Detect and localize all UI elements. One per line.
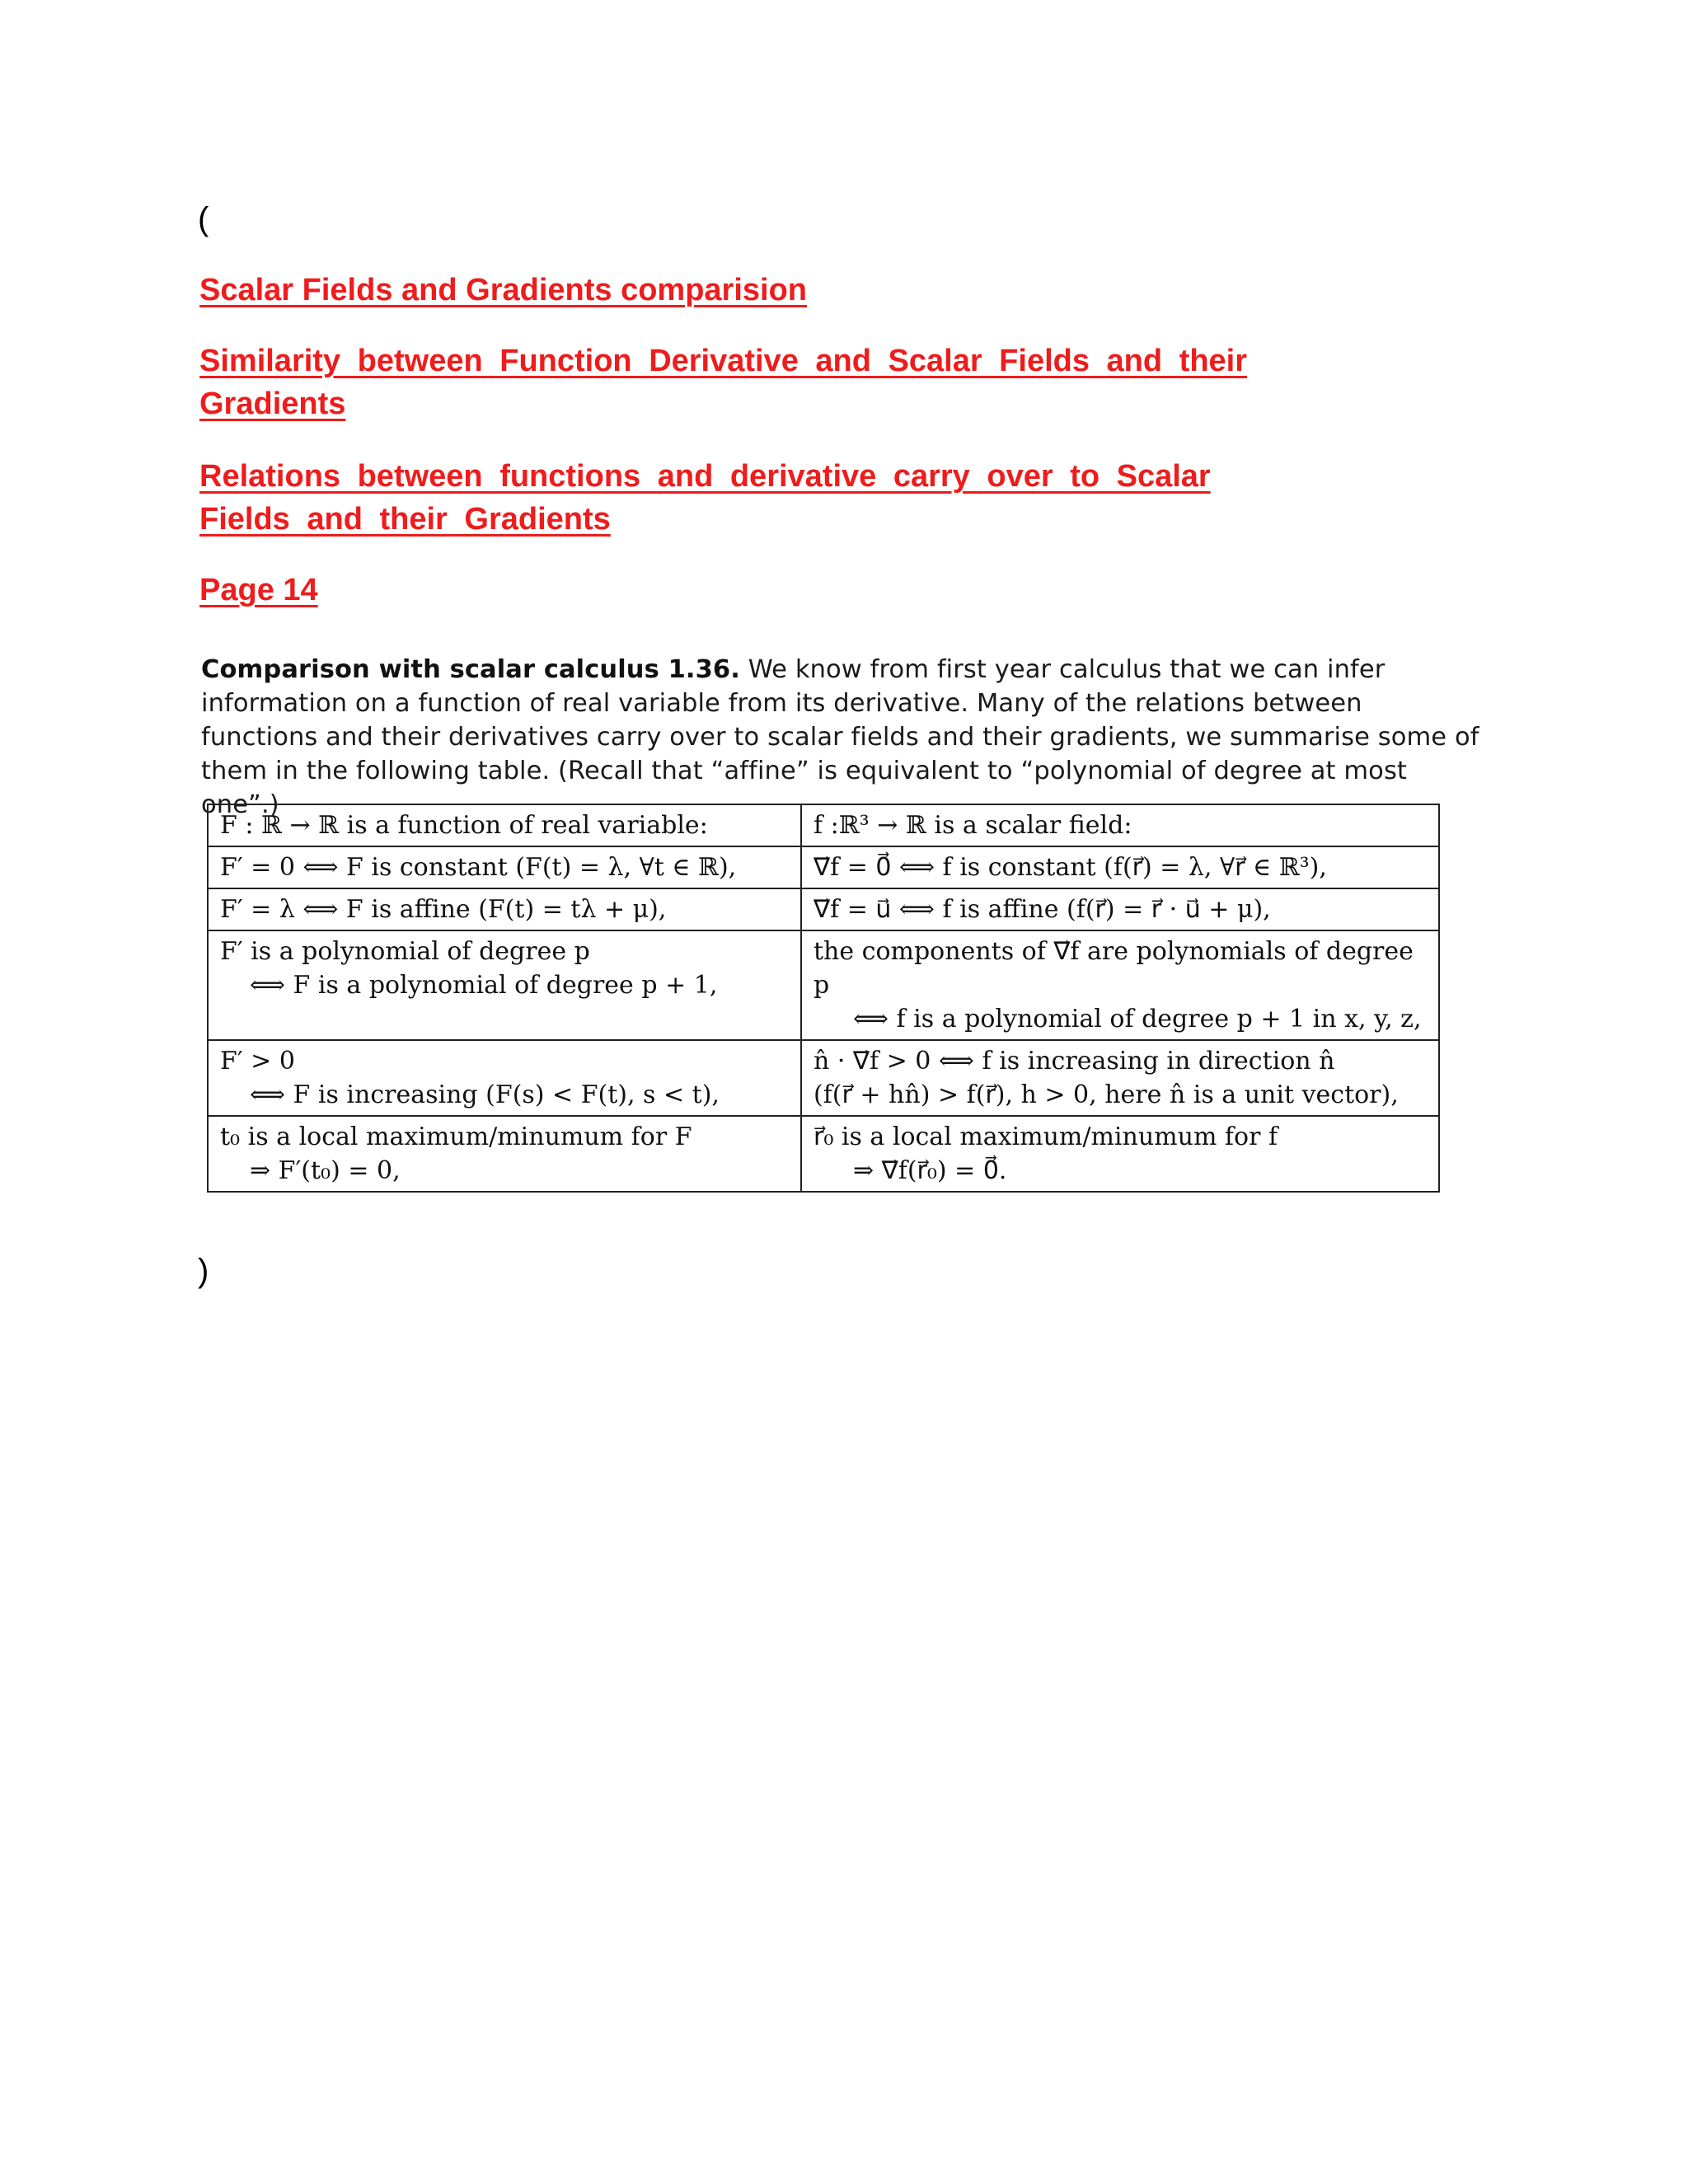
cell-scalar-field	[801, 1040, 1439, 1116]
cell-function	[208, 888, 801, 930]
cell-line: n̂ · ∇⃗f > 0 ⟺ f is increasing in direction n̂	[814, 1047, 1335, 1076]
table-row	[208, 1116, 1439, 1192]
table-row	[208, 846, 1439, 888]
cell-line: (f(r⃗ + hn̂) > f(r⃗), h > 0, here n̂ is a unit vector),	[814, 1080, 1399, 1109]
cell-line: the components of ∇⃗f are polynomials of degree p	[814, 937, 1414, 1000]
cell-line: ⟺ f is a polynomial of degree p + 1 in x, y, z,	[853, 1005, 1422, 1033]
cell-line: t₀ is a local maximum/minumum for F	[220, 1122, 692, 1151]
table-row	[208, 888, 1439, 930]
textbook-excerpt	[201, 653, 1480, 822]
heading-page-number: Page 14	[199, 573, 318, 607]
cell-line: F′ = λ ⟺ F is affine (F(t) = tλ + μ),	[220, 895, 667, 924]
cell-line: ⇒ F′(t₀) = 0,	[250, 1156, 401, 1185]
cell-line: ⟺ F is a polynomial of degree p + 1,	[250, 971, 718, 1000]
heading-relations: Relations between functions and derivative carry over to Scalar Fields and their Gradients	[199, 459, 1211, 537]
heading-title: Scalar Fields and Gradients comparision	[199, 273, 808, 307]
excerpt-body: We know from first year calculus that we can infer information on a function of real variable from its derivative. Many of the relations between functions and their derivatives carry over to scalar fields and their gradients, we summarise some of them in the following table. (Recall that “affine” is equivalent to “polynomial of degree at most one”.)	[201, 655, 1479, 819]
cell-function	[208, 1116, 801, 1192]
cell-function	[208, 846, 801, 888]
comparison-table	[207, 804, 1440, 1193]
cell-scalar-field	[801, 888, 1439, 930]
open-parenthesis: (	[198, 201, 209, 237]
close-parenthesis: )	[198, 1253, 209, 1289]
cell-scalar-field	[801, 1116, 1439, 1192]
table-header-row	[208, 804, 1439, 846]
heading-similarity: Similarity between Function Derivative and Scalar Fields and their Gradients	[199, 344, 1248, 421]
cell-line: F′ > 0	[220, 1047, 295, 1076]
cell-line: r⃗₀ is a local maximum/minumum for f	[814, 1122, 1278, 1151]
cell-line: ⇒ ∇⃗f(r⃗₀) = 0⃗.	[853, 1156, 1007, 1185]
excerpt-lead: Comparison with scalar calculus 1.36.	[201, 655, 740, 684]
cell-line: ∇⃗f = u⃗ ⟺ f is affine (f(r⃗) = r⃗ · u⃗ + μ),	[814, 895, 1271, 924]
cell-line: ⟺ F is increasing (F(s) < F(t), s < t),	[250, 1080, 720, 1109]
cell-line: ∇⃗f = 0⃗ ⟺ f is constant (f(r⃗) = λ, ∀r⃗ ∈ ℝ³),	[814, 853, 1327, 882]
cell-function	[208, 930, 801, 1040]
table-row	[208, 930, 1439, 1040]
cell-line: F′ is a polynomial of degree p	[220, 937, 590, 966]
cell-line: F′ = 0 ⟺ F is constant (F(t) = λ, ∀t ∈ ℝ),	[220, 853, 737, 882]
cell-function	[208, 1040, 801, 1116]
cell-scalar-field	[801, 930, 1439, 1040]
table-row	[208, 1040, 1439, 1116]
header-scalar-field: f :ℝ³ → ℝ is a scalar field:	[801, 804, 1439, 846]
cell-scalar-field	[801, 846, 1439, 888]
header-function: F : ℝ → ℝ is a function of real variable:	[208, 804, 801, 846]
